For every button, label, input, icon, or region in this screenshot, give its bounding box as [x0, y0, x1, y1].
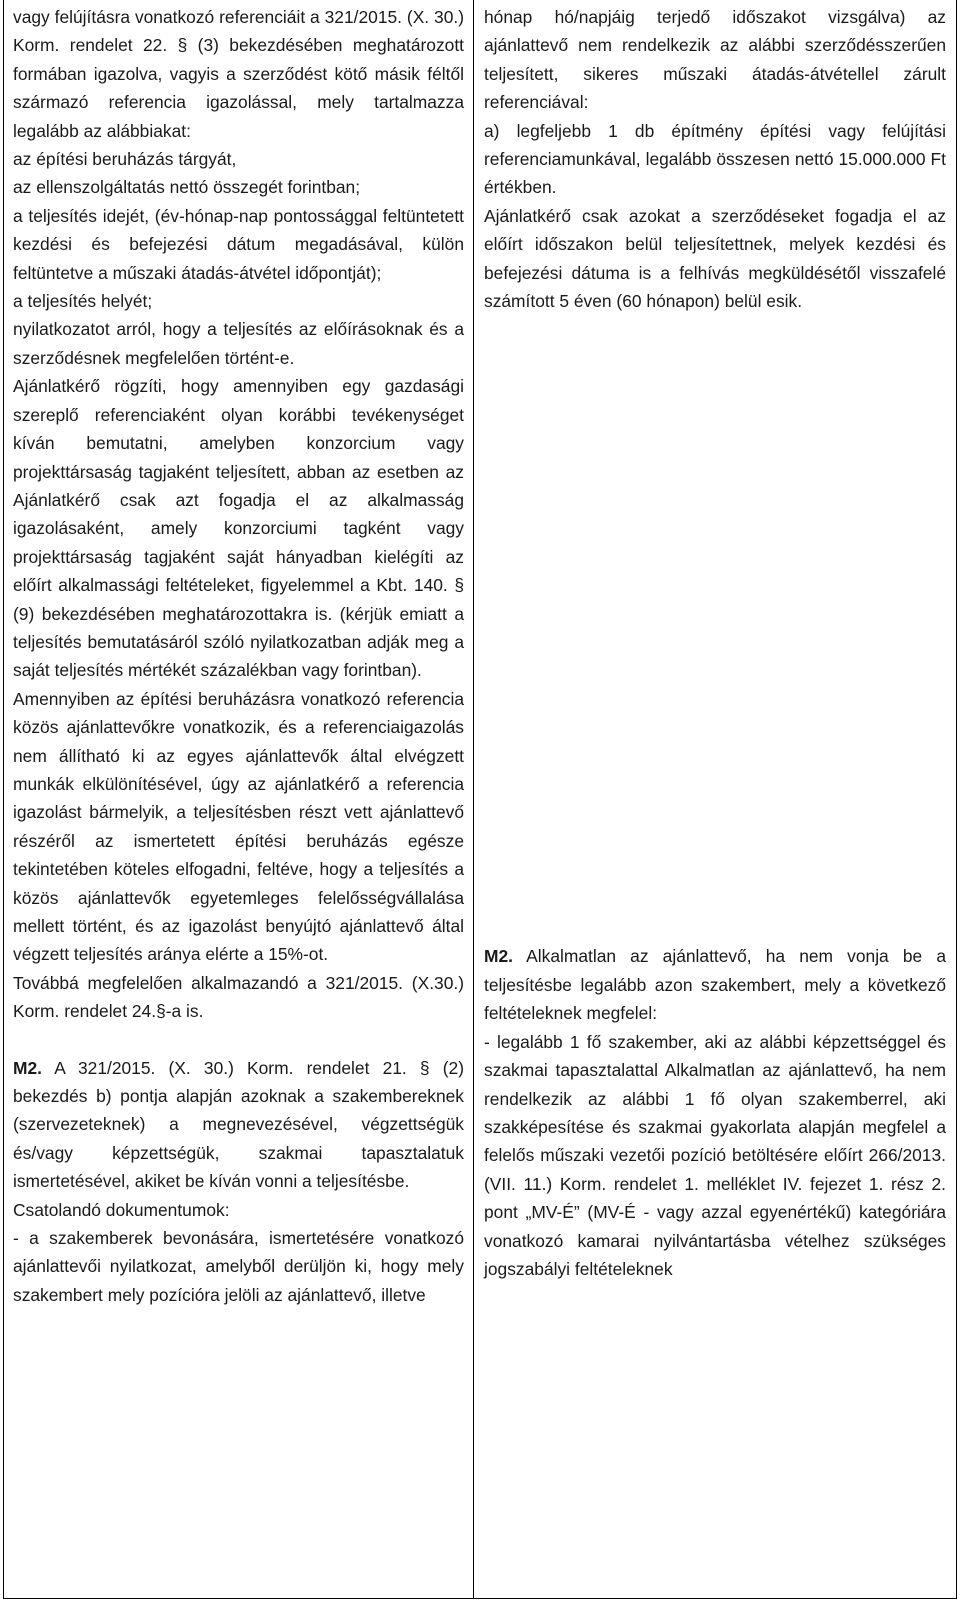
left-attachments-text: - a szakemberek bevonására, ismertetésére vonatkozó ajánlattevői nyilatkozat, amelyből derüljön ki, hogy mely szakembert mely pozícióra jelöli az ajánlattevő, illetve — [13, 1228, 464, 1305]
right-paragraph-dates: Ajánlatkérő csak azokat a szerződéseket fogadja el az előírt időszakon belül teljesítettnek, melyek kezdési és befejezési dátuma is a felhívás megküldésétől visszafelé számított 5 éven (60 hónapon) belül esik. — [484, 205, 946, 312]
left-m2-text: A 321/2015. (X. 30.) Korm. rendelet 21. § (2) bekezdés b) pontja alapján azoknak a szakembereknek (szervezeteknek) a megnevezésével, végzettségük és/vagy képzettségük, szakmai tapasztalatuk ismertetésével, akiket be kíván vonni a teljesítésbe. — [13, 1057, 464, 1192]
left-paragraph-joint-bidders: Amennyiben az építési beruházásra vonatkozó referencia közös ajánlattevőkre vonatkozik, és a referenciaigazolás nem állítható ki az egyes ajánlattevők által elvégzett munkák elkülönítésével, úgy az ajánlatkérő a referencia igazolást bármelyik, a teljesítésben részt vett ajánlattevő részéről az ismertetett építési beruházás egésze tekintetében köteles elfogadni, feltéve, hogy a teljesítés a közös ajánlattevők egyetemleges felelősségvállalása mellett történt, és az igazolást benyújtó ajánlattevő által végzett teljesítés aránya elérte a 15%-ot. — [13, 688, 464, 965]
left-item-statement: nyilatkozatot arról, hogy a teljesítés az előírásoknak és a szerződésnek megfelelően történt-e. — [13, 319, 464, 368]
left-attachments-heading: Csatolandó dokumentumok: — [13, 1199, 230, 1220]
left-m2-label: M2. — [13, 1057, 42, 1078]
left-item-amount: az ellenszolgáltatás nettó összegét forintban; — [13, 177, 361, 198]
left-item-place: a teljesítés helyét; — [13, 291, 153, 312]
left-paragraph-consortium: Ajánlatkérő rögzíti, hogy amennyiben egy gazdasági szereplő referenciaként olyan korábbi tevékenységet kíván bemutatni, amelyben konzorcium vagy projekttársaság tagjaként teljesített, abban az esetben az Ajánlatkérő csak azt fogadja el az alkalmasság igazolásaként, amely konzorciumi tagként vagy projekttársaság tagjaként saját hányadban kielégíti az előírt alkalmassági feltételeket, figyelemmel a Kbt. 140. § (9) bekezdésében meghatározottakra is. (kérjük emiatt a teljesítés bemutatásáról szóló nyilatkozatban adják meg a saját teljesítés mértékét százalékban vagy forintban). — [13, 376, 464, 681]
right-column — [474, 0, 956, 1598]
right-m2-text: Alkalmatlan az ajánlattevő, ha nem vonja be a teljesítésbe legalább azon szakembert, mely a következő feltételeknek megfelel: — [484, 946, 946, 1024]
left-item-subject: az építési beruházás tárgyát, — [13, 149, 237, 170]
left-paragraph-furthermore: Továbbá megfelelően alkalmazandó a 321/2015. (X.30.) Korm. rendelet 24.§-a is. — [13, 972, 464, 1022]
left-column — [4, 0, 474, 1598]
right-item-a: a) legfeljebb 1 db építmény építési vagy felújítási referenciamunkával, legalább összesen nettó 15.000.000 Ft értékben. — [484, 120, 946, 198]
right-m2-detail: - legalább 1 fő szakember, aki az alábbi képzettséggel és szakmai tapasztalattal Alkalmatlan az ajánlattevő, ha nem rendelkezik az alábbi 1 fő olyan szakemberrel, aki szakképesítése és szakmai gyakorlata alapján megfelel a felelős műszaki vezetői pozíció betöltésére előírt 266/2013. (VII. 11.) Korm. rendelet 1. melléklet IV. fejezet 1. rész 2. pont „MV-É” (MV-É - vagy azzal egyenértékű) kategóriára vonatkozó kamarai nyilvántartásba vételhez szükséges jogszabályi feltételeknek — [484, 1031, 946, 1279]
right-m2-paragraph — [484, 942, 946, 1027]
right-m2-label: M2. — [484, 946, 513, 967]
right-paragraph-intro: hónap hó/napjáig terjedő időszakot vizsgálva) az ajánlattevő nem rendelkezik az alábbi szerződésszerűen teljesített, sikeres műszaki átadás-átvétellel zárult referenciával: — [484, 7, 946, 113]
left-m2-paragraph — [13, 1054, 464, 1196]
document-table — [3, 0, 957, 1599]
left-paragraph-intro: vagy felújításra vonatkozó referenciáit a 321/2015. (X. 30.) Korm. rendelet 22. § (3) bekezdésében meghatározott formában igazolva, vagyis a szerződést kötő másik féltől származó referencia igazolással, mely tartalmazza legalább az alábbiakat: — [13, 7, 464, 141]
left-item-time: a teljesítés idejét, (év-hónap-nap pontossággal feltüntetett kezdési és befejezési dátum megadásával, külön feltüntetve a műszaki átadás-átvétel időpontját); — [13, 205, 464, 283]
